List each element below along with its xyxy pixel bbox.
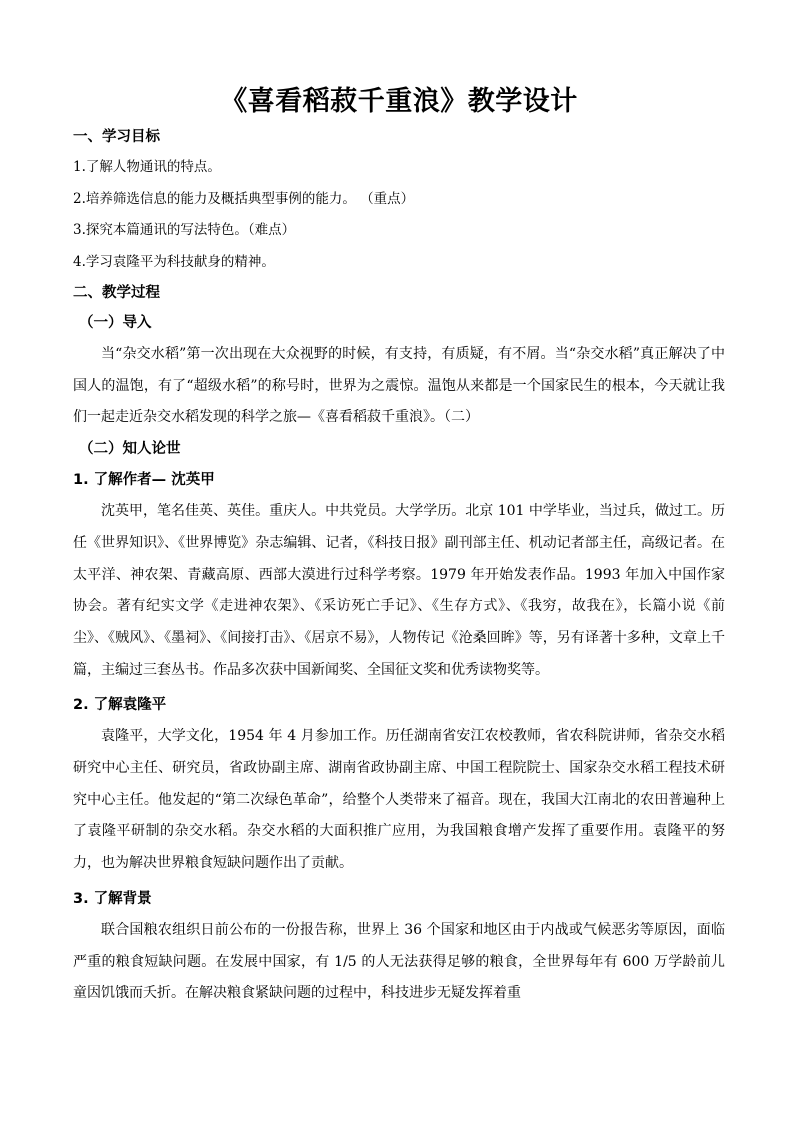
section-heading-objectives: 一、学习目标 bbox=[73, 129, 160, 145]
subheading-background-context: 3. 了解背景 bbox=[73, 890, 152, 907]
paragraph-intro: 当“杂交水稻”第一次出现在大众视野的时候，有支持，有质疑，有不屑。当“杂交水稻”真正解决了中国人的温饱，有了“超级水稻”的称号时，世界为之震惊。温饱从来都是一个国家民生的根本，今天就让我们一起走近杂交水稻发现的科学之旅—《喜看稻菽千重浪》。（二） bbox=[73, 346, 725, 426]
objective-item: 1.了解人物通讯的特点。 bbox=[73, 159, 221, 175]
document-title: 《喜看稻菽千重浪》教学设计 bbox=[220, 86, 578, 117]
paragraph-background-context: 联合国粮农组织日前公布的一份报告称，世界上 36 个国家和地区由于内战或气候恶劣等原因，面临严重的粮食短缺问题。在发展中国家，有 1/5 的人无法获得足够的粮食，全世界每年有 600 万学龄前儿童因饥饿而夭折。在解决粮食紧缺问题的过程中，科技进步无疑发挥着重 bbox=[73, 921, 725, 1002]
paragraph-author: 沈英甲，笔名佳英、英佳。重庆人。中共党员。大学学历。北京 101 中学毕业，当过兵，做过工。历任《世界知识》、《世界博览》杂志编辑、记者，《科技日报》副刊部主任、机动记者部主任，高级记者。在太平洋、神农架、青藏高原、西部大漠进行过科学考察。1979 年开始发表作品。1993 年加入中国作家协会。著有纪实文学《走进神农架》、《采访死亡手记》、《生存方式》、《我穷，故我在》，长篇小说《前尘》、《贼风》、《墨祠》、《间接打击》、《居京不易》，人物传记《沧桑回眸》等，另有译著十多种，文章上千篇，主编过三套丛书。作品多次获中国新闻奖、全国征文奖和优秀读物奖等。 bbox=[73, 503, 725, 678]
subheading-intro: （一）导入 bbox=[79, 315, 152, 331]
subheading-yuan-longping: 2. 了解袁隆平 bbox=[73, 697, 167, 714]
objective-item: 2.培养筛选信息的能力及概括典型事例的能力。 （重点） bbox=[73, 190, 415, 207]
subheading-author: 1. 了解作者— 沈英甲 bbox=[73, 472, 215, 489]
subheading-background: （二）知人论世 bbox=[79, 441, 181, 458]
paragraph-yuan-longping: 袁隆平，大学文化，1954 年 4 月参加工作。历任湖南省安江农校教师，省农科院讲师，省杂交水稻研究中心主任、研究员，省政协副主席、湖南省政协副主席、中国工程院院士、国家杂交水稻工程技术研究中心主任。他发起的“第二次绿色革命”，给整个人类带来了福音。现在，我国大江南北的农田普遍种上了袁隆平研制的杂交水稻。杂交水稻的大面积推广应用，为我国粮食增产发挥了重要作用。袁隆平的努力，也为解决世界粮食短缺问题作出了贡献。 bbox=[73, 728, 725, 872]
objective-item: 3.探究本篇通讯的写法特色。（难点） bbox=[73, 222, 296, 238]
objective-item: 4.学习袁隆平为科技献身的精神。 bbox=[73, 253, 275, 270]
document-page bbox=[73, 82, 725, 1010]
section-heading-process: 二、教学过程 bbox=[73, 285, 160, 301]
